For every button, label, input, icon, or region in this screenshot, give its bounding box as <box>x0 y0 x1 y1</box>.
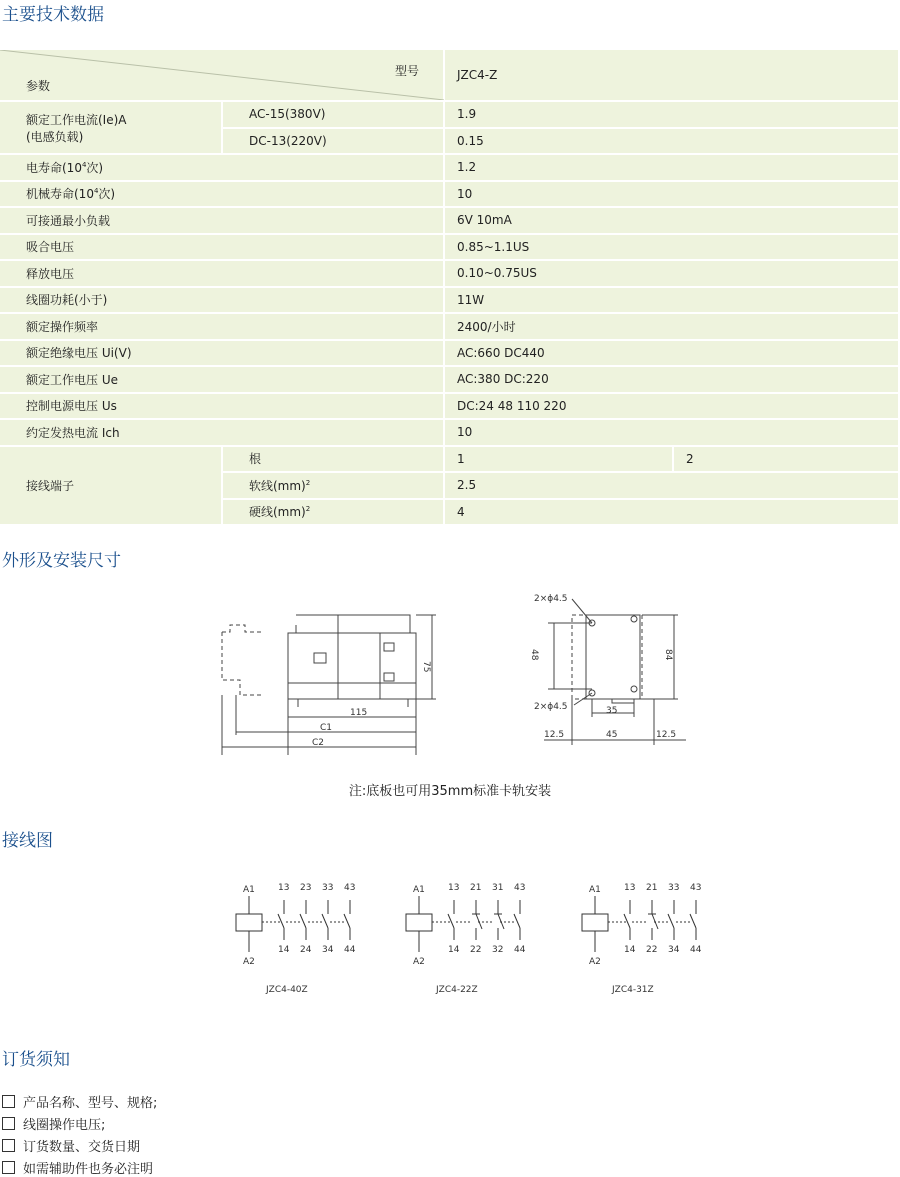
hole-label-bottom: 2×ϕ4.5 <box>534 702 568 712</box>
order-item: 产品名称、型号、规格; <box>2 1092 157 1111</box>
contact-top-label: 31 <box>492 883 504 893</box>
table-row: 额定工作电压 Ue AC:380 DC:220 <box>0 366 898 393</box>
contact-top-label: 21 <box>646 883 658 893</box>
ac-label: AC-15(380V) <box>222 101 444 128</box>
contact-bottom-label: 14 <box>624 945 636 955</box>
contact-top-label: 13 <box>278 883 290 893</box>
contact-top-label: 13 <box>624 883 636 893</box>
dc-label: DC-13(220V) <box>222 128 444 155</box>
dashed-outline <box>222 632 262 695</box>
table-row: 线圈功耗(小于) 11W <box>0 287 898 314</box>
dimensions-section-title: 外形及安装尺寸 <box>2 551 121 571</box>
ac-value: 1.9 <box>444 101 898 128</box>
coil-top-label: A1 <box>589 885 601 895</box>
dim-12-5-right: 12.5 <box>656 730 677 740</box>
table-row: 可接通最小负载 6V 10mA <box>0 207 898 234</box>
contact-bottom-label: 22 <box>470 945 482 955</box>
order-item: 线圈操作电压; <box>2 1114 105 1133</box>
model-value: JZC4-Z <box>444 50 898 101</box>
mech-life-label: 机械寿命($10^4$次) <box>0 181 444 208</box>
wiring-diagrams <box>0 876 900 996</box>
contact-bottom-label: 34 <box>668 945 680 955</box>
diagonal-line <box>0 50 444 100</box>
root-value-1: 1 <box>444 446 673 473</box>
table-row: 额定绝缘电压 Ui(V) AC:660 DC440 <box>0 340 898 367</box>
contact-bottom-label: 44 <box>514 945 526 955</box>
contact-bottom-label: 44 <box>344 945 356 955</box>
terminal-label: 接线端子 <box>0 446 222 526</box>
contact-top-label: 13 <box>448 883 460 893</box>
spec-table <box>0 50 898 526</box>
root-value-2: 2 <box>673 446 898 473</box>
mounting-note: 注:底板也可用35mm标准卡轨安装 <box>348 784 552 799</box>
dim-115: 115 <box>350 708 368 718</box>
contact-bottom-label: 14 <box>448 945 460 955</box>
coil-bottom-label: A2 <box>589 957 601 967</box>
contact-bottom-label: 24 <box>300 945 312 955</box>
checkbox-icon <box>2 1139 15 1152</box>
dim-c2: C2 <box>312 738 325 748</box>
contact-top-label: 23 <box>300 883 312 893</box>
table-row: 控制电源电压 Us DC:24 48 110 220 <box>0 393 898 420</box>
specs-section-title: 主要技术数据 <box>2 5 104 25</box>
elec-life-value: 1.2 <box>444 154 898 181</box>
coil-bottom-label: A2 <box>413 957 425 967</box>
contact-bottom-label: 14 <box>278 945 290 955</box>
table-row <box>0 446 898 473</box>
table-row <box>0 181 898 208</box>
header-model-label: 型号 <box>394 64 419 78</box>
contact-top-label: 33 <box>322 883 334 893</box>
hard-wire-value: 4 <box>444 499 898 526</box>
dim-84: 84 <box>663 649 673 661</box>
dc-value: 0.15 <box>444 128 898 155</box>
table-row: 额定操作频率 2400/小时 <box>0 313 898 340</box>
contact-top-label: 33 <box>668 883 680 893</box>
order-item: 如需辅助件也务必注明 <box>2 1158 153 1177</box>
soft-wire-value: 2.5 <box>444 472 898 499</box>
base-plate-outline <box>572 615 642 699</box>
root-label: 根 <box>222 446 444 473</box>
order-item: 订货数量、交货日期 <box>2 1136 140 1155</box>
dim-c1: C1 <box>320 723 333 733</box>
checkbox-icon <box>2 1095 15 1108</box>
coil-top-label: A1 <box>243 885 255 895</box>
mech-life-value: 10 <box>444 181 898 208</box>
checkbox-icon <box>2 1117 15 1130</box>
dim-48: 48 <box>529 649 539 661</box>
contact-bottom-label: 22 <box>646 945 658 955</box>
checkbox-icon <box>2 1161 15 1174</box>
wiring-model-label: JZC4-40Z <box>266 985 308 995</box>
table-row <box>0 101 898 128</box>
dim-45: 45 <box>606 730 618 740</box>
dim-12-5-left: 12.5 <box>544 730 565 740</box>
hard-wire-label: 硬线(mm)$^2$ <box>222 499 444 526</box>
contact-bottom-label: 44 <box>690 945 702 955</box>
side-view-body <box>288 633 416 699</box>
soft-wire-label: 软线(mm)$^2$ <box>222 472 444 499</box>
ordering-section-title: 订货须知 <box>2 1050 70 1070</box>
header-diagonal-cell <box>0 50 444 101</box>
contact-top-label: 21 <box>470 883 482 893</box>
table-row <box>0 154 898 181</box>
rated-current-label: 额定工作电流(Ie)A (电感负载) <box>0 101 222 154</box>
dimension-drawing <box>0 585 900 765</box>
table-header-row <box>0 50 898 101</box>
dim-35: 35 <box>606 706 618 716</box>
contact-bottom-label: 32 <box>492 945 504 955</box>
contact-top-label: 43 <box>690 883 702 893</box>
wiring-model-label: JZC4-31Z <box>612 985 654 995</box>
coil-bottom-label: A2 <box>243 957 255 967</box>
elec-life-label: 电寿命($10^4$次) <box>0 154 444 181</box>
coil-icon <box>582 914 608 931</box>
coil-top-label: A1 <box>413 885 425 895</box>
hole-label-top: 2×ϕ4.5 <box>534 594 568 604</box>
coil-icon <box>406 914 432 931</box>
coil-icon <box>236 914 262 931</box>
contact-top-label: 43 <box>344 883 356 893</box>
wiring-model-label: JZC4-22Z <box>436 985 478 995</box>
table-row: 释放电压 0.10~0.75US <box>0 260 898 287</box>
contact-bottom-label: 34 <box>322 945 334 955</box>
dim-75: 75 <box>421 661 431 673</box>
header-param-label: 参数 <box>26 79 51 93</box>
wiring-section-title: 接线图 <box>2 831 53 851</box>
table-row: 约定发热电流 Ich 10 <box>0 419 898 446</box>
table-row: 吸合电压 0.85~1.1US <box>0 234 898 261</box>
contact-top-label: 43 <box>514 883 526 893</box>
